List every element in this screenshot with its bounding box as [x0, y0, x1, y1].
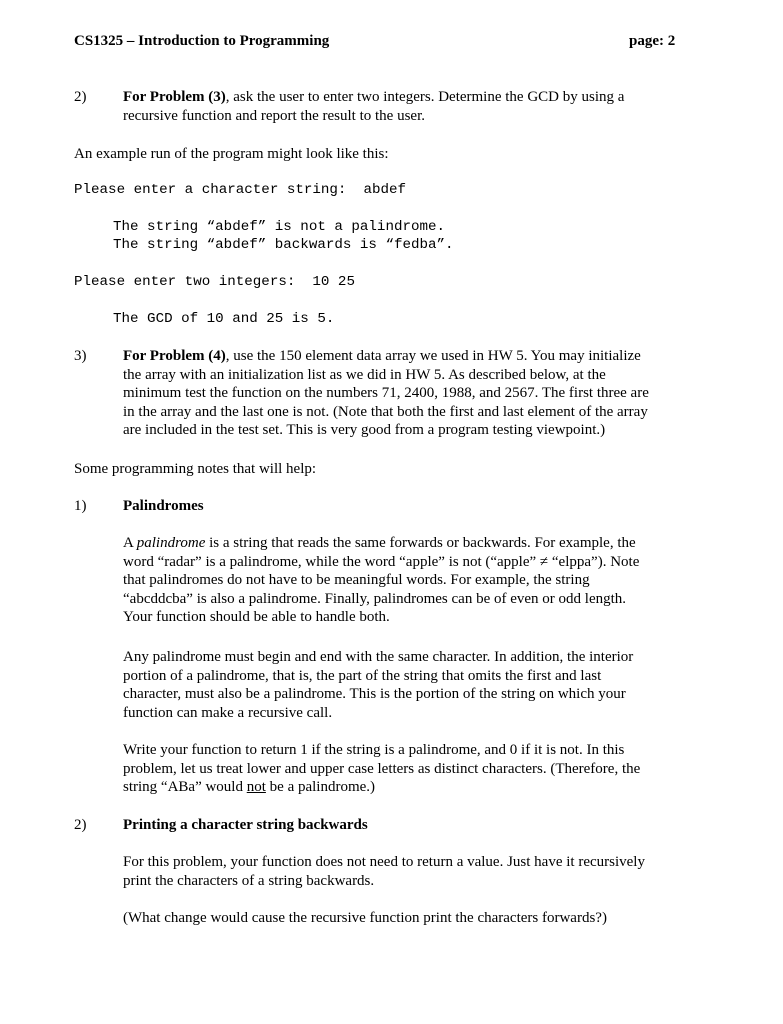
- page-number: page: 2: [629, 33, 676, 49]
- backwards-paragraph: For this problem, your function does not need to return a value. Just have it recursively print the characters of a string backwards.: [123, 854, 645, 889]
- palindrome-interior-paragraph: Any palindrome must begin and end with the same character. In addition, the interior portion of a palindrome, that is, the part of the string that omits the first and last character, must also be a palindrome. This is the portion of the string on which your function can make a recursive call.: [123, 649, 634, 721]
- problem-4-label: For Problem (4): [123, 348, 226, 364]
- note-title-backwards: Printing a character string backwards: [123, 817, 368, 833]
- palindrome-definition-paragraph: A palindrome is a string that reads the same forwards or backwards. For example, the word “radar” is a palindrome, while the word “apple” is not (“apple” ≠ “elppa”). Note that palindromes do not have to be meaningful words. For example, the string “abcddcba” is also a palindrome. Finally, palindromes can be of even or odd length. Your function should be able to handle both.: [123, 535, 640, 625]
- note-number: 2): [74, 817, 87, 833]
- note-number: 1): [74, 498, 87, 514]
- forwards-question: (What change would cause the recursive function print the characters forwards?): [123, 910, 607, 926]
- course-title: CS1325 – Introduction to Programming: [74, 33, 330, 49]
- item-number: 3): [74, 348, 87, 364]
- console-prompt-integers: Please enter two integers: 10 25: [74, 274, 355, 290]
- palindrome-return-paragraph: Write your function to return 1 if the string is a palindrome, and 0 if it is not. In this problem, let us treat lower and upper case letters as distinct characters. (Therefore, the string “ABa” would not be a palindrome.): [123, 742, 641, 795]
- problem-3-paragraph: For Problem (3), ask the user to enter two integers. Determine the GCD by using a recursive function and report the result to the user.: [123, 89, 625, 124]
- note-title-palindromes: Palindromes: [123, 498, 204, 514]
- notes-intro: Some programming notes that will help:: [74, 461, 317, 477]
- item-number: 2): [74, 89, 87, 105]
- console-output-backwards: The string “abdef” backwards is “fedba”.: [113, 237, 454, 253]
- console-prompt-string: Please enter a character string: abdef: [74, 182, 407, 198]
- console-output-palindrome: The string “abdef” is not a palindrome.: [113, 219, 446, 235]
- console-output-gcd: The GCD of 10 and 25 is 5.: [113, 311, 335, 327]
- problem-4-paragraph: For Problem (4), use the 150 element data array we used in HW 5. You may initialize the array with an initialization list as we did in HW 5. As described below, at the minimum test the function on the numbers 71, 2400, 1988, and 2567. The first three are in the array and the last one is not. (Note that both the first and last element of the array are included in the test set. This is very good from a program testing viewpoint.): [123, 348, 649, 438]
- problem-3-label: For Problem (3): [123, 89, 226, 105]
- example-intro: An example run of the program might look like this:: [74, 146, 389, 162]
